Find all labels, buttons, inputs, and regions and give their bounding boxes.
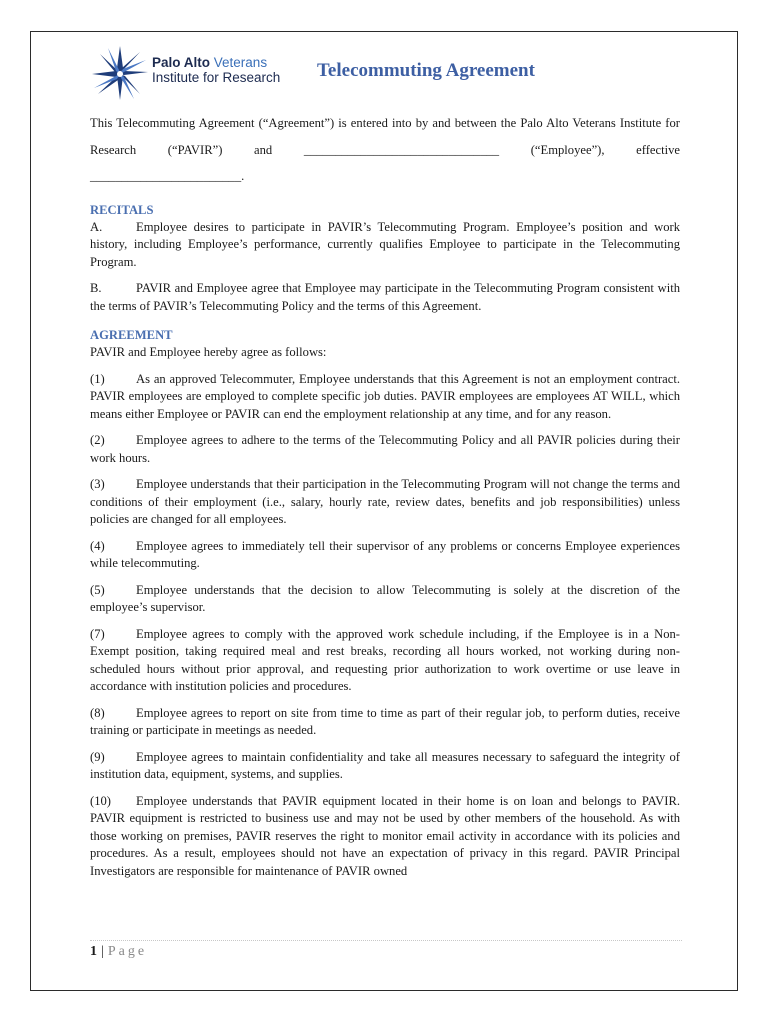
document-body — [90, 110, 680, 889]
recital-item — [90, 219, 680, 272]
org-name — [152, 55, 280, 85]
agreement-lead: PAVIR and Employee hereby agree as follows: — [90, 345, 327, 359]
org-name-line2: Institute for Research — [152, 70, 281, 85]
agreement-clause — [90, 371, 680, 424]
clause-text: As an approved Telecommuter, Employee understands that this Agreement is not an employment contract. PAVIR employees are employed to complete specific job duties. PAVIR employees are employees AT WILL, which means either Employee or PAVIR can end the employment relationship at any time, and for any reason. — [90, 371, 680, 421]
recitals-heading: RECITALS — [90, 202, 154, 217]
clause-number: (7) — [90, 626, 105, 641]
recital-number: B. — [90, 281, 102, 295]
agreement-heading: AGREEMENT — [90, 328, 173, 342]
clause-number: (10) — [90, 793, 111, 808]
agreement-clause — [90, 749, 680, 784]
agreement-clause — [90, 538, 680, 573]
agreement-clause — [90, 582, 680, 617]
pavir-logo — [90, 44, 290, 102]
footer-divider — [90, 940, 682, 941]
intro-paragraph: This Telecommuting Agreement (“Agreement”) is entered into by and between the Palo Alto Veterans Institute for Research (“PAVIR”) and _______________________________ (“Employee”), effective ________________________. — [90, 116, 680, 183]
clause-text: Employee understands that the decision to allow Telecommuting is solely at the discretion of the employee’s supervisor. — [90, 582, 680, 614]
clause-text: Employee agrees to immediately tell their supervisor of any problems or concerns Employee experiences while telecommuting. — [90, 538, 680, 570]
clause-number: (1) — [90, 371, 105, 386]
clause-number: (8) — [90, 705, 105, 720]
document-title: Telecommuting Agreement — [317, 60, 535, 81]
page-number: 1 — [90, 944, 97, 959]
clause-text: Employee agrees to report on site from time to time as part of their regular job, to perform duties, receive training or participate in meetings as needed. — [90, 705, 680, 737]
clause-text: Employee agrees to adhere to the terms of the Telecommuting Policy and all PAVIR policies during their work hours. — [90, 433, 680, 465]
org-name-part-b: Veterans — [213, 55, 268, 70]
document-header — [90, 44, 690, 104]
clause-text: Employee agrees to comply with the approved work schedule including, if the Employee is in a Non-Exempt position, taking required meal and rest breaks, recording all hours worked, not working during non-scheduled hours without prior approval, and requesting prior authorization to work overtime or use leave in accordance with institution policies and procedures. — [90, 626, 680, 693]
agreement-clause — [90, 476, 680, 529]
clause-number: (2) — [90, 433, 105, 447]
recital-text: PAVIR and Employee agree that Employee may participate in the Telecommuting Program consistent with the terms of PAVIR’s Telecommuting Policy and the terms of this Agreement. — [90, 281, 680, 313]
clause-text: Employee agrees to maintain confidentiality and take all measures necessary to safeguard the integrity of institution data, equipment, systems, and supplies. — [90, 749, 680, 781]
agreement-clause — [90, 432, 680, 467]
recital-item — [90, 280, 680, 315]
org-name-part-a: Palo Alto — [152, 55, 211, 70]
recital-text: Employee desires to participate in PAVIR’s Telecommuting Program. Employee’s position and work history, including Employee’s performance, currently qualifies Employee to participate in the Telecommuting Program. — [90, 219, 680, 269]
agreement-clause — [90, 626, 680, 696]
agreement-clause — [90, 705, 680, 740]
clause-number: (9) — [90, 749, 105, 764]
clause-number: (4) — [90, 538, 105, 553]
page-footer — [90, 944, 147, 960]
clause-number: (3) — [90, 477, 105, 491]
star-burst-icon — [90, 44, 150, 102]
footer-separator: | — [101, 944, 104, 959]
clause-number: (5) — [90, 582, 105, 597]
clause-text: Employee understands that their participation in the Telecommuting Program will not change the terms and conditions of their employment (i.e., salary, hourly rate, review dates, benefits and job responsibilities) unless policies are changed for all employees. — [90, 477, 680, 526]
recital-number: A. — [90, 219, 103, 234]
clause-text: Employee understands that PAVIR equipment located in their home is on loan and belongs to PAVIR. PAVIR equipment is restricted to business use and may not be used by other members of the household. As with those working on premises, PAVIR reserves the right to monitor email activity in accordance with its policies and procedures. As a result, employees should not have an expectation of privacy in this regard. PAVIR Principal Investigators are responsible for maintenance of PAVIR owned — [90, 793, 680, 878]
agreement-clause — [90, 793, 680, 881]
page-label: Page — [107, 944, 148, 959]
